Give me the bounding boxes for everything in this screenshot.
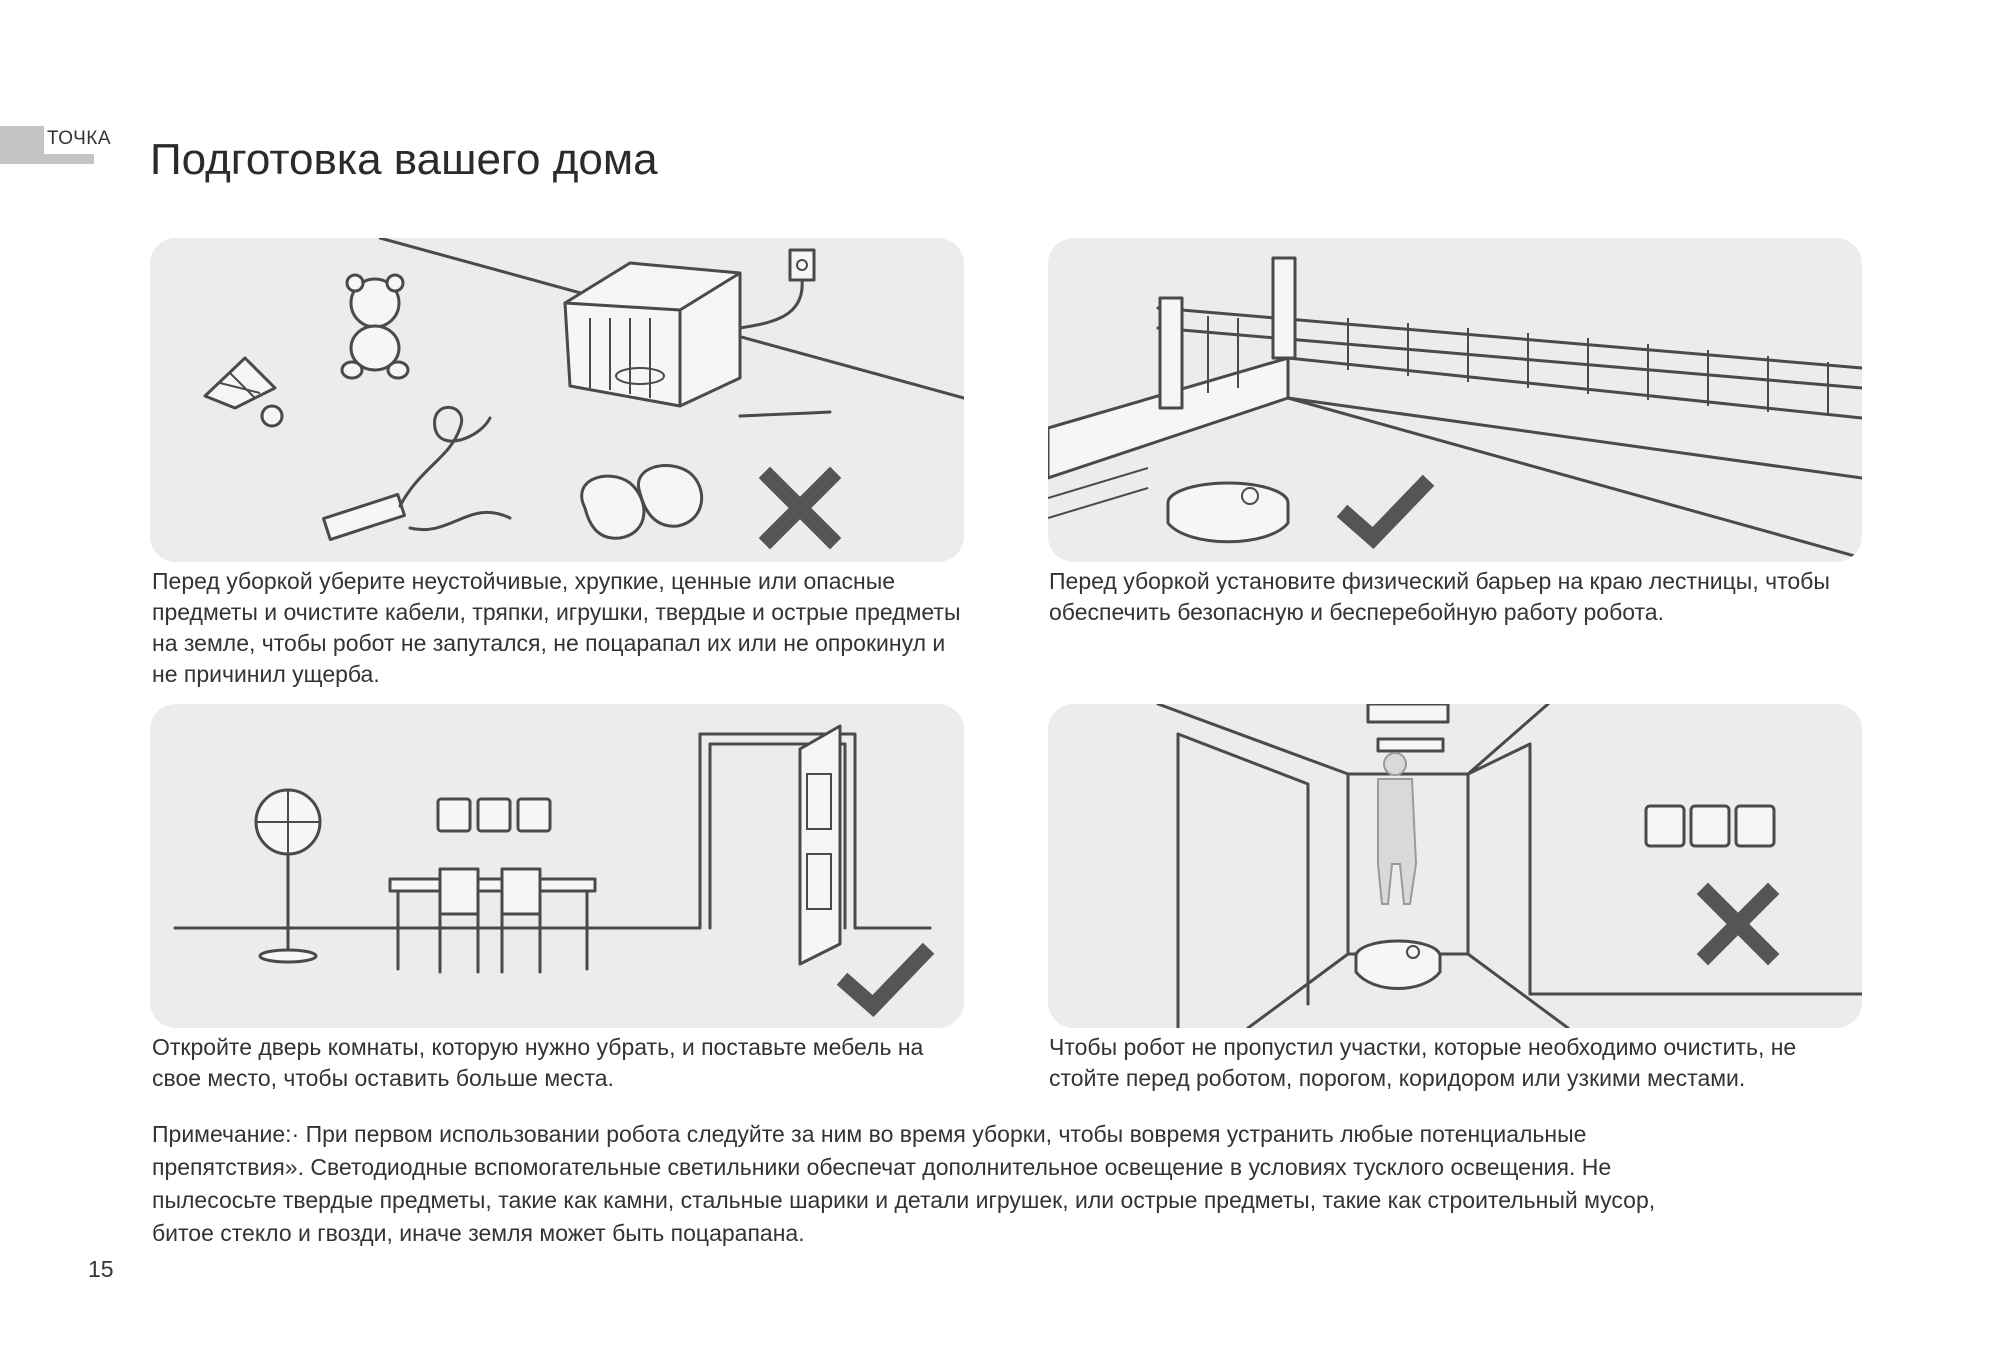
check-mark-icon bbox=[848, 954, 923, 1006]
caption-corridor: Чтобы робот не пропустил участки, которые необходимо очистить, не стойте перед роботом, порогом, коридором или узкими местами. bbox=[1049, 1034, 1797, 1091]
corridor-drawing bbox=[1048, 704, 1862, 1028]
table-chairs-icon bbox=[390, 869, 595, 972]
slippers-icon bbox=[582, 466, 702, 539]
cross-mark-icon bbox=[1708, 894, 1768, 954]
section-label: ТОЧКА bbox=[44, 126, 114, 154]
cabinet-icon bbox=[565, 263, 740, 406]
check-mark-icon bbox=[1348, 486, 1423, 538]
open-door-drawing bbox=[150, 704, 964, 1028]
illustration-corridor bbox=[1048, 704, 1862, 1028]
picture-frames-icon bbox=[1646, 806, 1774, 846]
caption-stair-barrier: Перед уборкой установите физический барьер на краю лестницы, чтобы обеспечить безопасную и бесперебойную работу робота. bbox=[1049, 568, 1830, 625]
cross-mark-icon bbox=[770, 478, 830, 538]
clutter-drawing bbox=[150, 238, 964, 562]
fan-icon bbox=[256, 790, 320, 962]
remote-control-icon bbox=[324, 407, 510, 539]
corridor-walls bbox=[1158, 704, 1862, 1028]
teddy-bear-icon bbox=[342, 275, 408, 378]
screwdriver-icon bbox=[740, 412, 830, 416]
shuttlecock-icon bbox=[205, 358, 282, 426]
picture-frames-icon bbox=[438, 799, 550, 831]
illustration-open-door bbox=[150, 704, 964, 1028]
person-silhouette bbox=[1378, 753, 1416, 904]
stair-barrier-drawing bbox=[1048, 238, 1862, 562]
door-icon bbox=[800, 726, 840, 964]
robot-vacuum-icon bbox=[1356, 941, 1440, 989]
robot-vacuum-icon bbox=[1168, 483, 1288, 542]
caption-clutter: Перед уборкой уберите неустойчивые, хрупкие, ценные или опасные предметы и очистите кабели, тряпки, игрушки, твердые и острые предметы на земле, чтобы робот не запутался, не поцарапал их или не опрокинул и не причинил ущерба. bbox=[152, 568, 961, 687]
power-socket-icon bbox=[740, 250, 814, 328]
page-number: 15 bbox=[88, 1256, 114, 1282]
note-text: Примечание:· При первом использовании робота следуйте за ним во время уборки, чтобы вовремя устранить любые потенциальные препятствия». Светодиодные вспомогательные светильники обеспечат дополнительное освещение в условиях тусклого освещения. Не пылесосьте твердые предметы, такие как камни, стальные шарики и детали игрушек, или острые предметы, такие как строительный мусор, битое стекло и гвозди, иначе земля может быть поцарапана. bbox=[152, 1121, 1656, 1246]
illustration-clutter bbox=[150, 238, 964, 562]
caption-open-door: Откройте дверь комнаты, которую нужно убрать, и поставьте мебель на свое место, чтобы оставить больше места. bbox=[152, 1034, 924, 1091]
illustration-stair-barrier bbox=[1048, 238, 1862, 562]
page-title: Подготовка вашего дома bbox=[150, 135, 658, 184]
